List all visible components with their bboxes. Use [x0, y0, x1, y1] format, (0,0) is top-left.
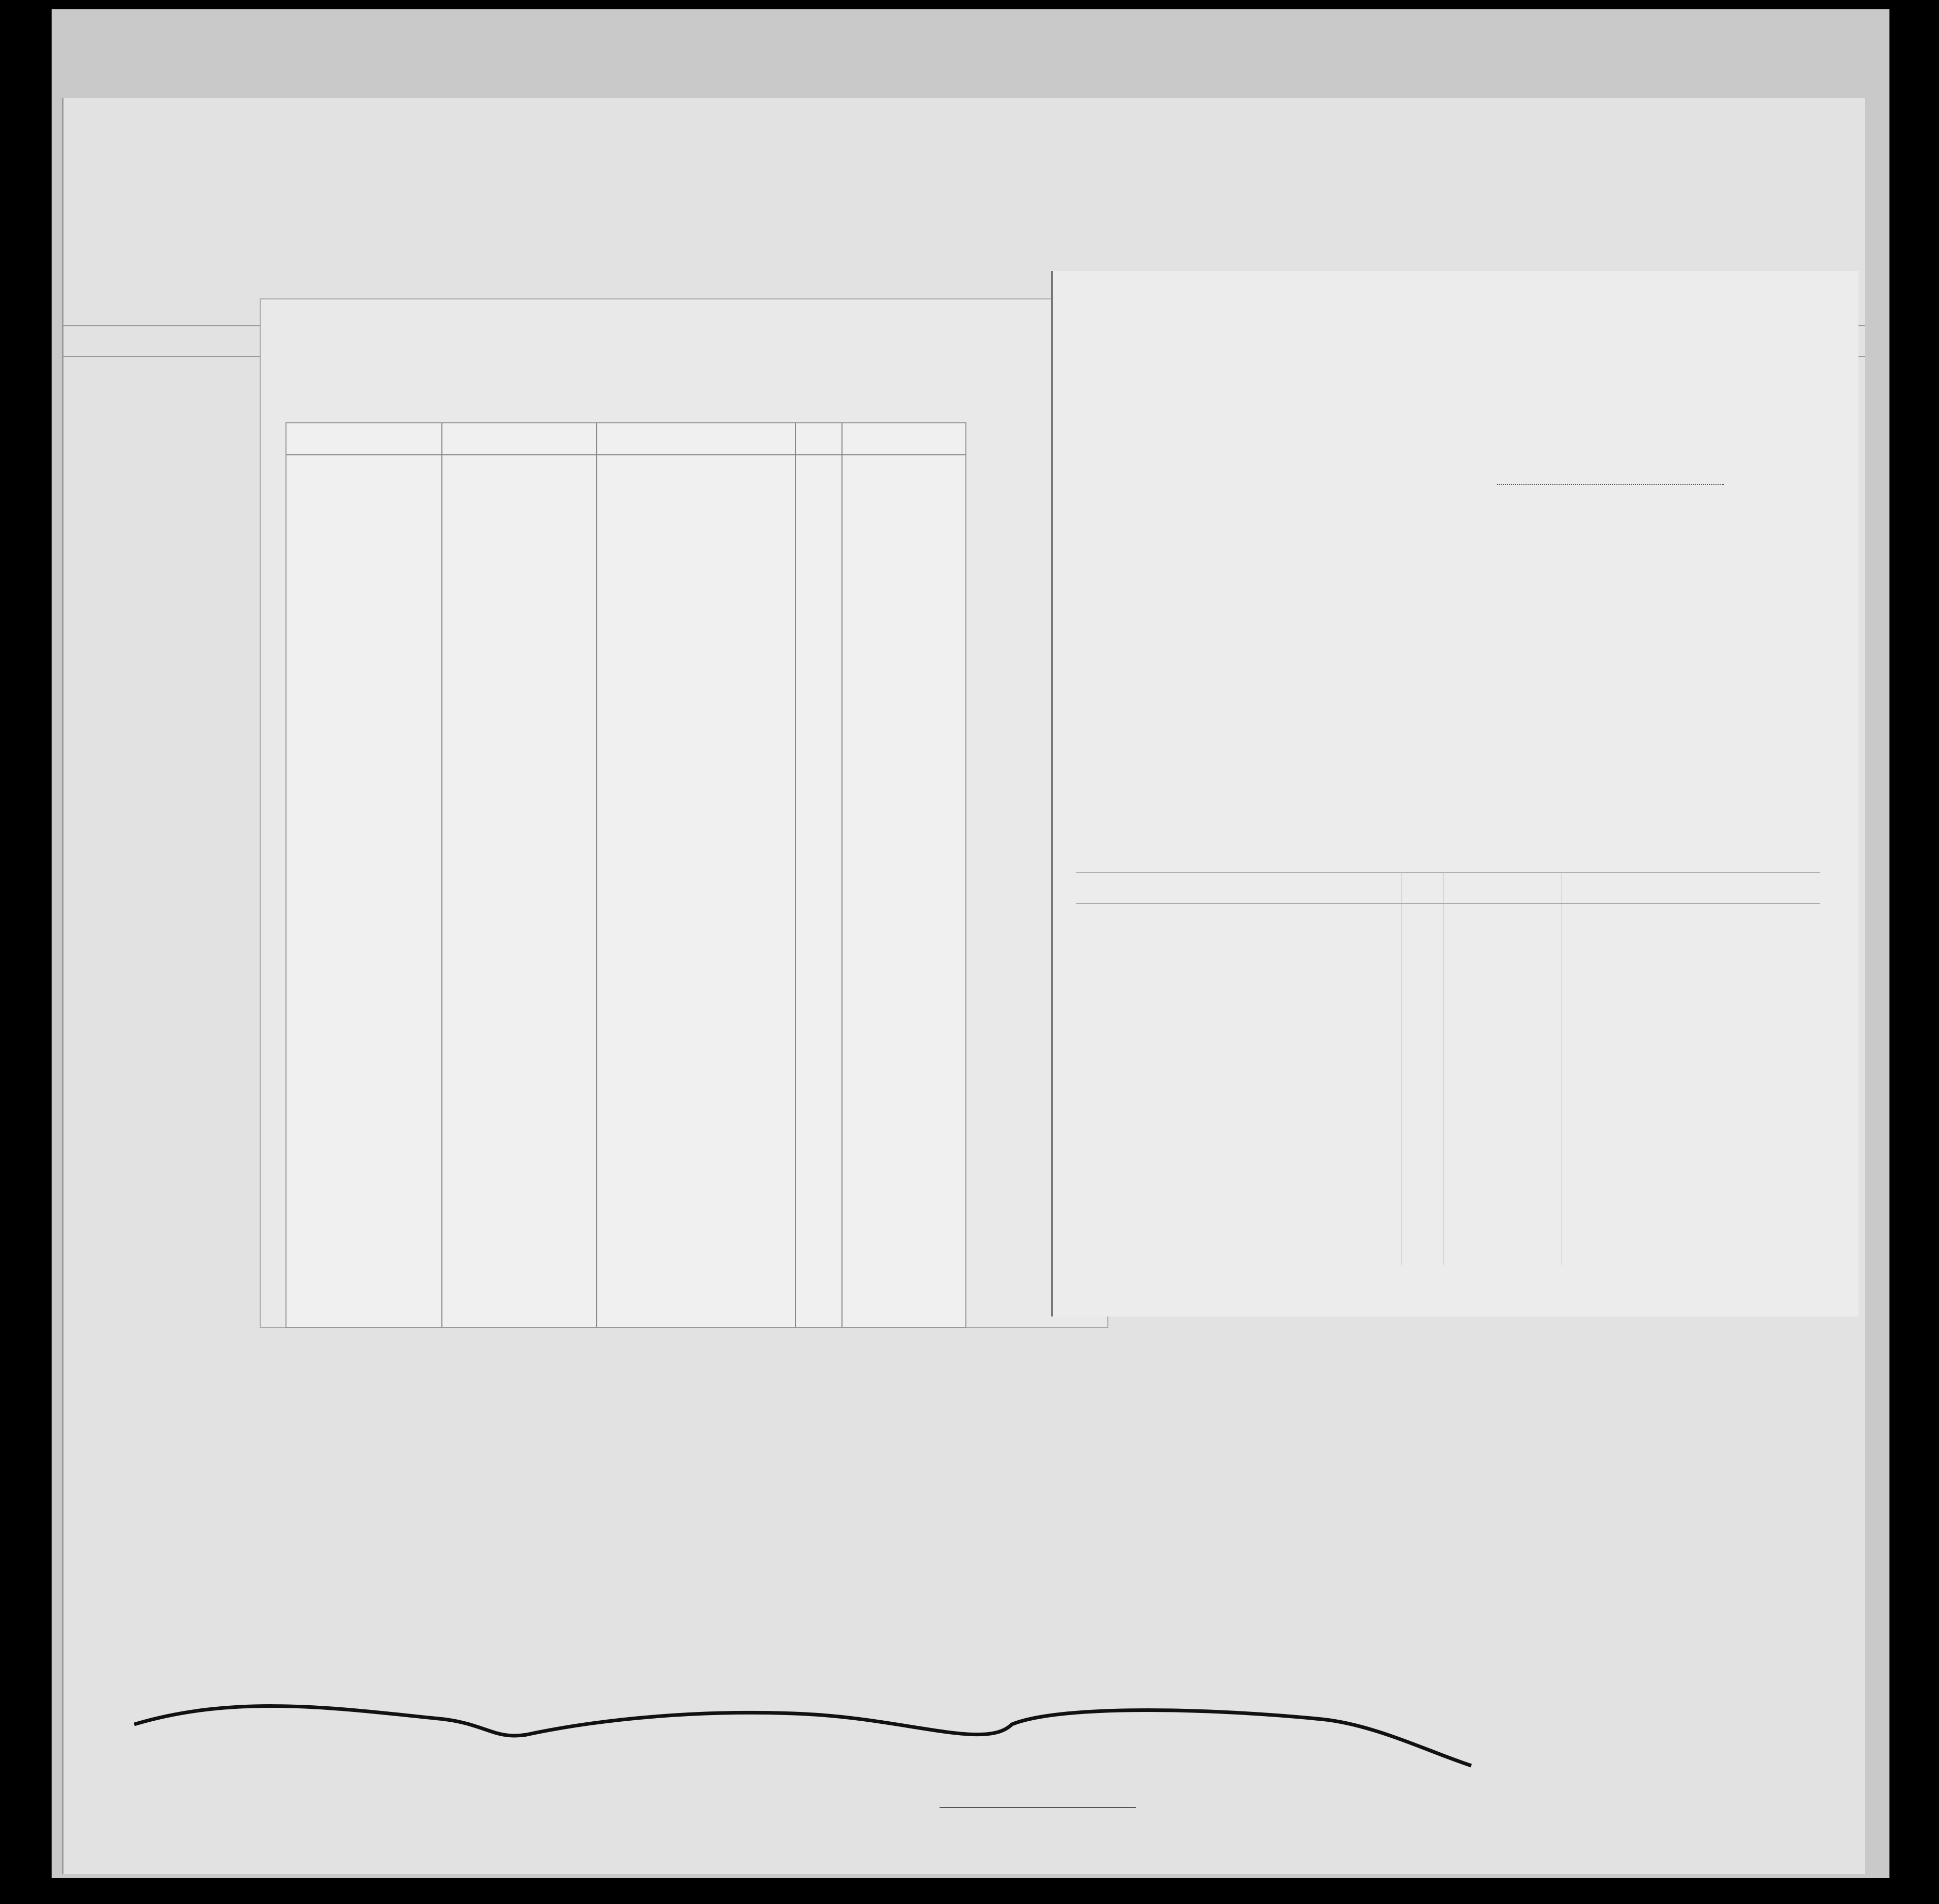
statement-of-master	[1053, 271, 1858, 1316]
inspector-line	[940, 1807, 1136, 1808]
signed-on-crew-list	[287, 423, 965, 1327]
closing-flourish	[134, 1688, 1476, 1781]
